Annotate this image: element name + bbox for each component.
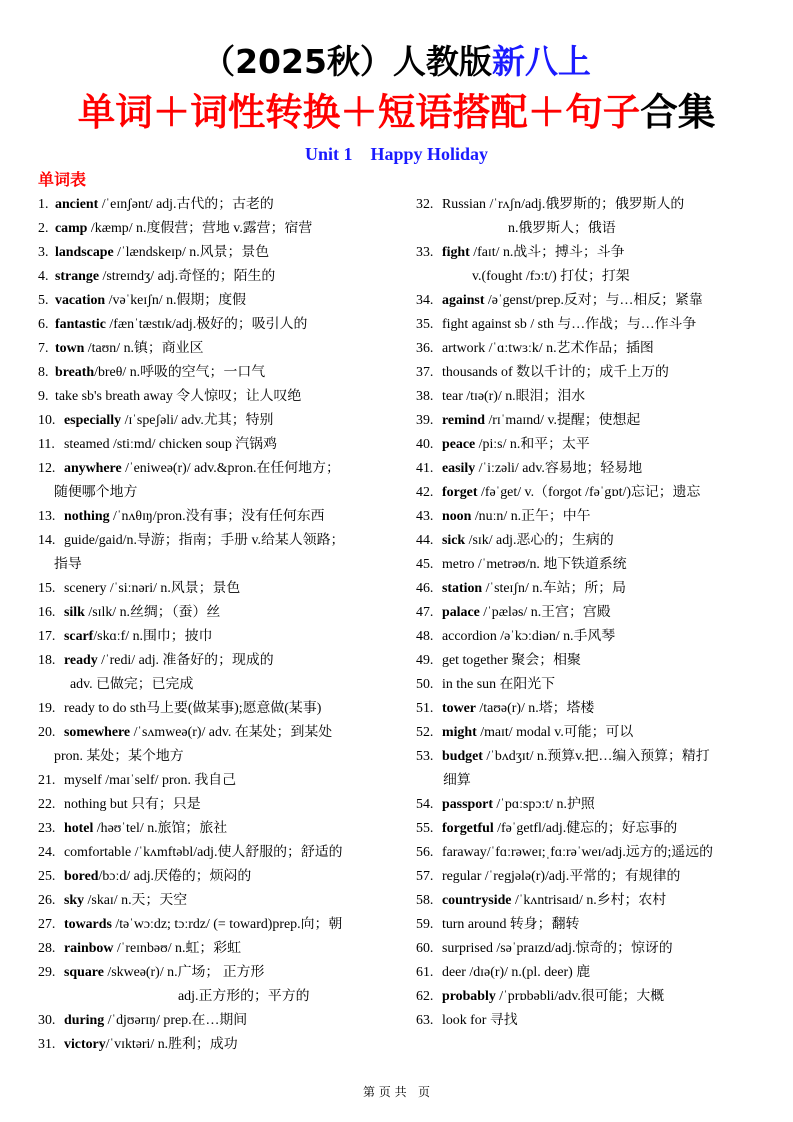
item-number: 43. [416,509,434,524]
vocabulary-item [38,793,393,817]
item-definition: /skweə(r)/ n.广场； 正方形 [103,965,265,980]
item-number: 45. [416,557,434,572]
vocabulary-item [416,817,761,841]
item-definition: /ɪˈspeʃəli/ adv.尤其；特别 [121,413,274,428]
vocabulary-item [416,313,761,337]
item-definition: /sɪk/ adj.恶心的；生病的 [465,533,614,548]
item-number: 48. [416,629,434,644]
item-definition: /ˈpæləs/ n.王宫；宫殿 [479,605,611,620]
item-definition: artwork /ˈɑːtwɜːk/ n.艺术作品；插图 [442,341,654,356]
item-number: 61. [416,965,434,980]
item-number: 23. [38,821,56,836]
item-number: 58. [416,893,434,908]
vocabulary-item [416,793,761,817]
item-definition: /sɪlk/ n.丝绸；（蚕）丝 [84,605,221,620]
vocabulary-item [416,457,761,481]
vocabulary-item [416,193,761,217]
item-headword: rainbow [64,941,114,956]
item-definition: Russian /ˈrʌʃn/adj.俄罗斯的；俄罗斯人的 [442,197,685,212]
vocabulary-item [416,985,761,1009]
vocabulary-item [416,937,761,961]
item-definition: /taʊn/ n.镇；商业区 [84,341,204,356]
item-number: 51. [416,701,434,716]
vocabulary-item [38,409,393,433]
vocabulary-item [416,841,761,865]
item-headword: bored [64,869,99,884]
vocabulary-item [416,865,761,889]
item-headword: fantastic [55,317,106,332]
item-headword: somewhere [64,725,131,740]
item-definition: /təˈwɔːdz; tɔːrdz/ (= toward)prep.向；朝 [111,917,343,932]
vocabulary-item [38,193,393,217]
item-definition: /ˈredi/ adj. 准备好的；现成的 [97,653,274,668]
item-definition: /rɪˈmaɪnd/ v.提醒；使想起 [484,413,641,428]
item-number: 29. [38,965,56,980]
vocabulary-item [416,553,761,577]
item-definition: /skɑːf/ n.围巾；披巾 [93,629,213,644]
item-headword: sick [442,533,466,548]
item-headword: budget [442,749,483,764]
item-headword: anywhere [64,461,122,476]
item-definition: steamed /stiːmd/ chicken soup 汽锅鸡 [64,437,277,452]
item-definition: comfortable /ˈkʌmftəbl/adj.使人舒服的；舒适的 [64,845,343,860]
item-definition-continued: adv. 已做完；已完成 [70,677,194,692]
item-number: 39. [416,413,434,428]
item-number: 13. [38,509,56,524]
item-definition-continued: n.俄罗斯人；俄语 [508,221,616,236]
page-subtitle [0,86,793,138]
item-number: 37. [416,365,434,380]
vocabulary-item [38,913,393,937]
vocabulary-item [38,697,393,721]
item-headword: forgetful [442,821,494,836]
item-number: 50. [416,677,434,692]
item-number: 33. [416,245,434,260]
vocabulary-item [38,361,393,385]
item-definition: /streɪndʒ/ adj.奇怪的；陌生的 [98,269,276,284]
item-number: 24. [38,845,56,860]
vocabulary-item [38,625,393,649]
vocabulary-item [38,649,393,673]
item-definition: /əˈgenst/prep.反对；与…相反；紧靠 [484,293,703,308]
item-headword: remind [442,413,485,428]
item-number: 5. [38,293,49,308]
item-definition: /ˈkʌntrisaɪd/ n.乡村；农村 [511,893,667,908]
item-definition: /ˈeɪnʃənt/ adj.古代的；古老的 [98,197,274,212]
item-definition: get together 聚会；相聚 [442,653,581,668]
subtitle-red: 单词＋词性转换＋短语搭配＋句子 [77,90,641,134]
item-definition: /ˈnʌθɪŋ/pron.没有事；没有任何东西 [109,509,325,524]
item-number: 12. [38,461,56,476]
vocabulary-item [38,241,393,265]
item-definition-continued: adj.正方形的；平方的 [178,989,310,1004]
item-number: 14. [38,533,56,548]
item-definition: /ˈsteɪʃn/ n.车站；所；局 [482,581,627,596]
item-definition: regular /ˈregjələ(r)/adj.平常的；有规律的 [442,869,681,884]
item-definition: /bɔːd/ adj.厌倦的；烦闷的 [98,869,252,884]
item-number: 6. [38,317,49,332]
item-headword: silk [64,605,85,620]
item-definition: myself /maɪˈself/ pron. 我自己 [64,773,237,788]
item-headword: peace [442,437,476,452]
item-number: 40. [416,437,434,452]
item-number: 2. [38,221,49,236]
item-definition: tear /tɪə(r)/ n.眼泪；泪水 [442,389,586,404]
vocabulary-item [416,505,761,529]
item-definition: /ˈpɑːspɔːt/ n.护照 [492,797,595,812]
item-headword: ancient [55,197,99,212]
item-definition-continued: 指导 [54,557,82,572]
item-definition: /kæmp/ n.度假营；营地 v.露营；宿营 [87,221,313,236]
vocabulary-item [416,673,761,697]
vocabulary-item [416,361,761,385]
item-definition: nothing but 只有；只是 [64,797,201,812]
vocabulary-column-right [416,193,761,1033]
vocabulary-item [38,865,393,889]
item-number: 60. [416,941,434,956]
item-number: 9. [38,389,49,404]
item-definition: /vəˈkeɪʃn/ n.假期；度假 [105,293,246,308]
item-number: 25. [38,869,56,884]
item-number: 55. [416,821,434,836]
vocabulary-item [38,217,393,241]
item-definition-continued: 细算 [443,773,471,788]
item-definition: /skaɪ/ n.天；天空 [84,893,188,908]
item-headword: towards [64,917,112,932]
vocabulary-item [38,889,393,913]
item-headword: passport [442,797,493,812]
item-number: 17. [38,629,56,644]
item-number: 16. [38,605,56,620]
item-number: 8. [38,365,49,380]
item-definition: /ˈiːzəli/ adv.容易地；轻易地 [475,461,643,476]
item-definition-continued: pron. 某处；某个地方 [54,749,184,764]
section-heading-vocabulary: 单词表 [38,170,87,189]
item-definition-continued: v.(fought /fɔːt/) 打仗；打架 [472,269,630,284]
vocabulary-item [416,241,761,265]
item-number: 4. [38,269,49,284]
item-definition: /ˈdjʊərɪŋ/ prep.在…期间 [104,1013,248,1028]
item-number: 41. [416,461,434,476]
item-headword: scarf [64,629,94,644]
vocabulary-item [416,649,761,673]
vocabulary-item [38,457,393,481]
item-number: 57. [416,869,434,884]
vocabulary-item [416,433,761,457]
item-headword: against [442,293,485,308]
item-headword: sky [64,893,85,908]
vocabulary-item [38,769,393,793]
item-number: 35. [416,317,434,332]
vocabulary-item [38,289,393,313]
item-headword: tower [442,701,476,716]
item-number: 54. [416,797,434,812]
vocabulary-item [416,577,761,601]
item-number: 62. [416,989,434,1004]
vocabulary-item [38,385,393,409]
vocabulary-item [38,1009,393,1033]
vocabulary-item [416,1009,761,1033]
vocabulary-item [38,721,393,745]
item-definition: faraway/ˈfɑːrəweɪ;ˌfɑːrəˈweɪ/adj.远方的;遥远的 [442,845,714,860]
item-number: 32. [416,197,434,212]
item-definition: /maɪt/ modal v.可能；可以 [476,725,634,740]
item-headword: noon [442,509,472,524]
item-definition: take sb's breath away 令人惊叹；让人叹绝 [55,389,302,404]
page-title [0,38,793,86]
item-number: 47. [416,605,434,620]
vocabulary-item [38,265,393,289]
item-headword: might [442,725,477,740]
item-number: 49. [416,653,434,668]
item-definition: fight against sb / sth 与…作战；与…作斗争 [442,317,697,332]
unit-heading: Unit 1 Happy Holiday [304,144,489,164]
item-number: 7. [38,341,49,356]
item-headword: during [64,1013,105,1028]
item-number: 44. [416,533,434,548]
item-definition: deer /dɪə(r)/ n.(pl. deer) 鹿 [442,965,591,980]
item-headword: probably [442,989,496,1004]
vocabulary-item [416,961,761,985]
item-number: 10. [38,413,56,428]
item-number: 11. [38,437,55,452]
item-headword: especially [64,413,122,428]
item-number: 1. [38,197,49,212]
vocabulary-item [38,817,393,841]
item-definition: surprised /səˈpraɪzd/adj.惊奇的；惊讶的 [442,941,673,956]
item-definition: guide/gaid/n.导游；指南；手册 v.给某人领路； [64,533,345,548]
item-definition: /nuːn/ n.正午；中午 [471,509,591,524]
item-number: 59. [416,917,434,932]
item-number: 38. [416,389,434,404]
item-number: 63. [416,1013,434,1028]
item-definition: /piːs/ n.和平；太平 [475,437,590,452]
item-definition: thousands of 数以千计的；成千上万的 [442,365,669,380]
item-definition: /fəˈget/ v.（forgot /fəˈgɒt/)忘记；遗忘 [477,485,701,500]
vocabulary-item [38,529,393,553]
item-number: 46. [416,581,434,596]
item-headword: forget [442,485,478,500]
vocabulary-item [416,337,761,361]
item-definition: ready to do sth马上要(做某事);愿意做(某事) [64,701,322,716]
item-definition: /fænˈtæstɪk/adj.极好的；吸引人的 [105,317,308,332]
item-headword: station [442,581,483,596]
vocabulary-item [416,721,761,745]
item-definition: /breθ/ n.呼吸的空气；一口气 [94,365,266,380]
item-number: 26. [38,893,56,908]
vocabulary-item [416,625,761,649]
item-number: 28. [38,941,56,956]
item-definition: look for 寻找 [442,1013,518,1028]
item-definition: /ˈsʌmweə(r)/ adv. 在某处；到某处 [130,725,333,740]
vocabulary-item [38,337,393,361]
item-number: 22. [38,797,56,812]
vocabulary-item [38,601,393,625]
vocabulary-item [38,505,393,529]
item-headword: landscape [55,245,114,260]
item-number: 20. [38,725,56,740]
subtitle-black: 合集 [640,90,716,134]
item-headword: ready [64,653,98,668]
item-number: 42. [416,485,434,500]
item-definition: /fəˈgetfl/adj.健忘的；好忘事的 [493,821,678,836]
item-definition: /həʊˈtel/ n.旅馆；旅社 [93,821,228,836]
item-definition-continued: 随便哪个地方 [54,485,138,500]
item-definition: /faɪt/ n.战斗；搏斗；斗争 [469,245,625,260]
item-number: 31. [38,1037,56,1052]
vocabulary-item [38,313,393,337]
vocabulary-item [38,937,393,961]
item-definition: metro /ˈmetrəʊ/n. 地下铁道系统 [442,557,627,572]
item-number: 56. [416,845,434,860]
vocabulary-item [416,481,761,505]
vocabulary-item [416,409,761,433]
item-headword: vacation [55,293,106,308]
vocabulary-item [416,745,761,769]
title-grade: 新八上 [491,42,591,81]
item-headword: hotel [64,821,94,836]
item-headword: palace [442,605,480,620]
item-number: 15. [38,581,56,596]
vocabulary-item [416,529,761,553]
vocabulary-item [38,841,393,865]
item-number: 52. [416,725,434,740]
item-number: 18. [38,653,56,668]
item-headword: countryside [442,893,512,908]
vocabulary-item [416,385,761,409]
item-headword: victory [64,1037,106,1052]
item-definition: /taʊə(r)/ n.塔；塔楼 [475,701,595,716]
item-number: 36. [416,341,434,356]
item-number: 3. [38,245,49,260]
vocabulary-item [38,577,393,601]
item-definition: scenery /ˈsiːnəri/ n.风景；景色 [64,581,241,596]
item-headword: breath [55,365,95,380]
vocabulary-item [38,433,393,457]
vocabulary-item [416,601,761,625]
item-headword: nothing [64,509,110,524]
item-definition: /ˈvɪktəri/ n.胜利；成功 [105,1037,238,1052]
vocabulary-item [416,289,761,313]
item-definition: /ˈreɪnbəʊ/ n.虹；彩虹 [113,941,242,956]
item-definition: /ˈlændskeɪp/ n.风景；景色 [113,245,270,260]
item-number: 53. [416,749,434,764]
item-headword: town [55,341,85,356]
item-number: 34. [416,293,434,308]
vocabulary-item [416,889,761,913]
item-definition: /ˈeniweə(r)/ adv.&pron.在任何地方； [121,461,340,476]
item-headword: square [64,965,104,980]
item-number: 27. [38,917,56,932]
item-number: 21. [38,773,56,788]
item-definition: accordion /əˈkɔːdiən/ n.手风琴 [442,629,616,644]
vocabulary-item [38,1033,393,1057]
item-headword: camp [55,221,88,236]
item-number: 30. [38,1013,56,1028]
item-definition: /ˈprɒbəbli/adv.很可能；大概 [495,989,665,1004]
item-headword: strange [55,269,99,284]
item-definition: in the sun 在阳光下 [442,677,556,692]
item-definition: /ˈbʌdʒɪt/ n.预算v.把…编入预算；精打 [482,749,710,764]
item-definition: turn around 转身；翻转 [442,917,580,932]
title-prefix: （2025秋）人教版 [202,42,492,81]
vocabulary-item [416,913,761,937]
item-headword: easily [442,461,476,476]
vocabulary-column-left [38,193,393,1057]
page-footer: 第 页 共 页 [362,1085,431,1099]
vocabulary-item [416,697,761,721]
item-headword: fight [442,245,470,260]
vocabulary-item [38,961,393,985]
item-number: 19. [38,701,56,716]
